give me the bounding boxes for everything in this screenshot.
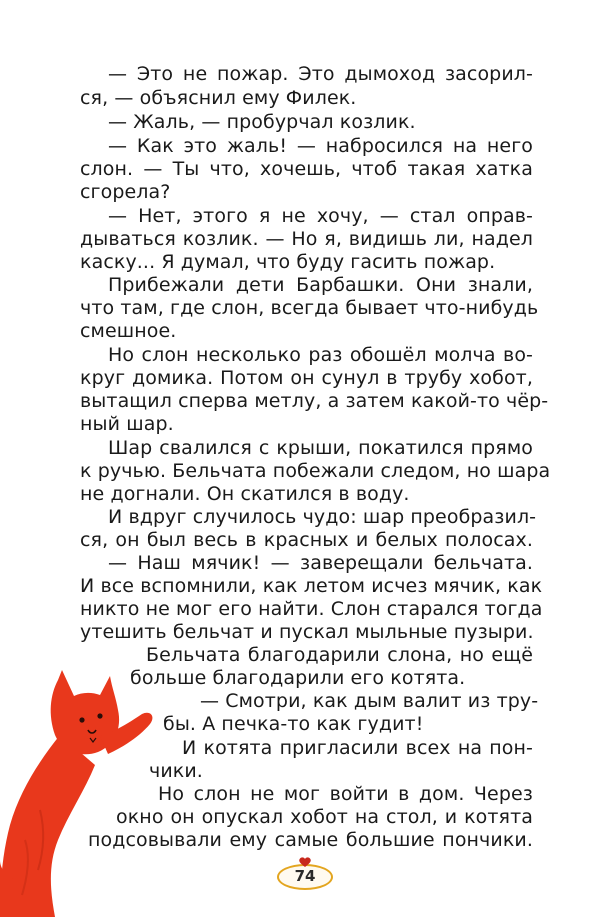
red-cat-illustration: [0, 640, 200, 917]
text-line: утешить бельчат и пускал мыльные пузыри.: [80, 621, 534, 643]
text-line: больше благодарили его котята.: [130, 667, 466, 689]
text-line: бы. А печка-то как гудит!: [163, 713, 424, 735]
text-line: — Смотри, как дым валит из тру-: [200, 690, 539, 712]
text-line: И котята пригласили всех на пон-: [182, 737, 533, 759]
text-line: Но слон несколько раз обошёл молча во-: [108, 344, 533, 366]
text-line: — Как это жаль! — набросился на него: [108, 135, 533, 157]
text-line: — Нет, этого я не хочу, — стал оправ-: [108, 205, 533, 227]
text-line: И вдруг случилось чудо: шар преобразил-: [108, 506, 537, 528]
text-line: ся, он был весь в красных и белых полосах.: [80, 529, 533, 551]
text-line: дываться козлик. — Но я, видишь ли, надел: [80, 228, 533, 250]
text-line: вытащил сперва метлу, а затем какой-то чёр-: [80, 390, 549, 412]
text-line: к ручью. Бельчата побежали следом, но шара: [80, 460, 551, 482]
page-number: 74: [294, 867, 316, 885]
text-line: окно он опускал хобот на стол, и котята: [116, 806, 533, 828]
text-line: — Жаль, — пробурчал козлик.: [108, 111, 416, 133]
text-line: Но слон не мог войти в дом. Через: [158, 783, 533, 805]
text-line: не догнали. Он скатился в воду.: [80, 483, 410, 505]
text-line: круг домика. Потом он сунул в трубу хобот,: [80, 367, 533, 389]
text-line: подсовывали ему самые большие пончики.: [88, 829, 533, 851]
text-line: чики.: [149, 760, 203, 782]
text-line: И все вспомнили, как летом исчез мячик, как: [80, 575, 543, 597]
text-line: Шар свалился с крыши, покатился прямо: [108, 437, 533, 459]
text-line: — Это не пожар. Это дымоход засорил-: [108, 63, 533, 85]
text-line: никто не мог его найти. Слон старался тогда: [80, 598, 543, 620]
text-line: сгорела?: [80, 181, 171, 203]
text-line: ся, — объяснил ему Филек.: [80, 87, 357, 109]
text-line: слон. — Ты что, хочешь, чтоб такая хатка: [80, 158, 533, 180]
text-line: — Наш мячик! — заверещали бельчата.: [108, 552, 533, 574]
text-line: смешное.: [80, 320, 177, 342]
text-line: каску... Я думал, что буду гасить пожар.: [80, 251, 496, 273]
text-line: Прибежали дети Барбашки. Они знали,: [108, 274, 533, 296]
text-line: ный шар.: [80, 413, 174, 435]
text-line: что там, где слон, всегда бывает что-нибудь: [80, 297, 539, 319]
page-number-badge: [277, 858, 331, 888]
text-line: Бельчата благодарили слона, но ещё: [146, 644, 533, 666]
